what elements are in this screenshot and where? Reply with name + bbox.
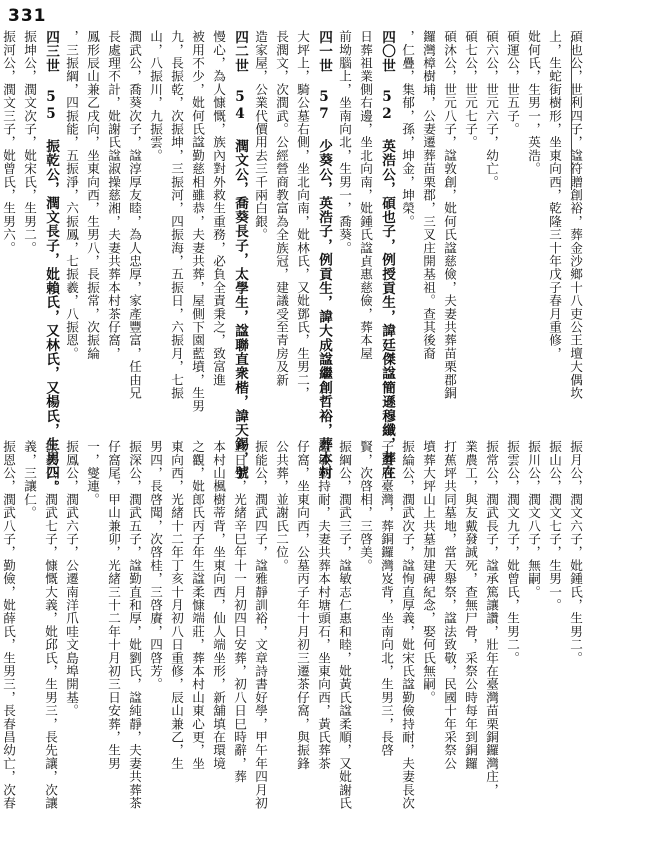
text-column: 振河公，潤文三子，妣曾氏，生男六。 bbox=[1, 30, 16, 255]
text-column: 碩六公，世元六子，幼亡。 bbox=[484, 30, 499, 189]
text-column: 振坤公，潤文次子，妣宋氏，生男二。 bbox=[22, 30, 37, 255]
text-column: 碩沐公，世元八子，諡敦創，妣何氏諡慈儉，夫妻共葬苗栗郡銅 bbox=[442, 30, 457, 400]
text-column: 公共葬，並謝氏二位。 bbox=[274, 440, 289, 572]
text-column: 業農工，與友戴發誠死，查無尸骨，采祭公時每年到銅鑼 bbox=[463, 440, 478, 770]
text-column: 之觀，妣郎氏丙子年生諡柔慷端莊，葬本村山東心更，坐 bbox=[190, 440, 205, 770]
text-column: 潤武公，喬葵次子，諡淳厚友睦，為人忠厚，家產豐富，任由兄 bbox=[127, 30, 142, 400]
text-column: 長處理不計，妣謝氏諡淑操慈湘，夫妻共葬本村茶仔窩， bbox=[106, 30, 121, 360]
text-column: 仔窩尾，甲山兼卯，光緒三十二年十月初三日安葬，生男 bbox=[106, 440, 121, 770]
text-column: 振川公，潤文八子，無嗣。 bbox=[526, 440, 541, 599]
text-column: 鳳形辰山兼乙戌向，坐東向西，生男八，長振常，次振綸 bbox=[85, 30, 100, 360]
text-column: 諡敏勤持耐，夫妻共葬本村塘頭石，坐東向西，黃氏葬茶 bbox=[316, 440, 331, 770]
generation-heading-column: 四〇世 52 英浩公，碩也子，例授貢生，諱廷傑諡簡遜穆纖，葬在 bbox=[379, 30, 395, 480]
text-column: 碩七公，世元七子。 bbox=[463, 30, 478, 149]
text-column: 長潤文，次潤武。公經營商教富為全族冠，建議受至青房及新 bbox=[274, 30, 289, 387]
text-column: 碩也公，世利四子，諡符贈創裕，葬金沙鄉十八吏公王壇大偶坎 bbox=[568, 30, 583, 400]
text-column: 振能公，潤武四子，諡雅靜訓裕，文章詩書好學，甲午年四月初 bbox=[253, 440, 268, 810]
text-column: 墳葬大坪山上共墓加建碑紀念，娶何氏無嗣。 bbox=[421, 440, 436, 704]
text-column: 振綸公，潤武次子，諡恂直厚義，妣宋氏諡勤儉持耐，夫妻長次 bbox=[400, 440, 415, 810]
text-column: 被用不少，妣何氏諡勤慈相雖恭，夫妻共葬，屋側下園藍墳，生男 bbox=[190, 30, 205, 413]
text-column: 義，三讓仁。 bbox=[22, 440, 37, 520]
text-column: 碩運公，世五子。 bbox=[505, 30, 520, 136]
text-column: 男四，長啓聞，次啓桂，三啓賡，四啓芳。 bbox=[148, 440, 163, 691]
text-column: 振恩公，潤武八子，勤儉，妣薛氏，生男三，長春昌幼亡，次春 bbox=[1, 440, 16, 810]
text-column: 一，燮連。 bbox=[85, 440, 100, 506]
text-column: 子遷居臺灣，葬銅鑼灣岌背，坐南向北，生男三，長啓 bbox=[379, 440, 394, 757]
text-column: 振山公，潤文七子，生男一。 bbox=[547, 440, 562, 612]
text-column: 仔窩，坐東向西，公墓丙子年十月初三遷茶仔窩，與振鋒 bbox=[295, 440, 310, 770]
text-column: 鑼灣樟樹埔，公妻遷葬苗栗郡，三叉庄開基祖。查其後裔 bbox=[421, 30, 436, 360]
text-column: 東向西，光緒十二年丁亥十月初八日重修，辰山兼乙，生 bbox=[169, 440, 184, 770]
text-column: 賢，次啓相，三啓美。 bbox=[358, 440, 373, 572]
text-column: 妣何氏，生男一，英浩。 bbox=[526, 30, 541, 176]
text-column: 日葬祖業側右邊，坐北向南，妣鍾氏諡貞惠慈儉，葬本屋 bbox=[358, 30, 373, 360]
text-column: 山，八振川，九振雲。 bbox=[148, 30, 163, 162]
generation-heading-column: 四二世 54 潤文公，喬葵長子，太學生，諡聯直衆楷，諱天錫，號 bbox=[232, 30, 248, 480]
text-column: 上，生蛇街樹形，坐東向西，乾隆三十年戊子春月重修， bbox=[547, 30, 562, 360]
text-column: 振綱公，潤武三子，諡敏志仁惠和睦，妣黃氏諡柔順，又妣謝氏 bbox=[337, 440, 352, 810]
text-column: ，三振綱，四振能，五振淨，六振鳳，七振羲，八振恩。 bbox=[64, 30, 79, 360]
text-column: 前坳腦上，坐南向北，生男一，喬葵。 bbox=[337, 30, 352, 255]
text-column: 振月公，潤文六子，妣鍾氏，生男二。 bbox=[568, 440, 583, 665]
text-column: 振鳳公，潤武六子，公遷南洋爪哇文島埠開基。 bbox=[64, 440, 79, 718]
text-column: 振常公，潤武長子，諡承篤讓讚，壯年在臺灣苗栗銅鑼灣庄， bbox=[484, 440, 499, 797]
text-column: 大坪上，騎公墓右側，坐北向南，妣林氏，又妣鄧氏，生男二， bbox=[295, 30, 310, 400]
text-column: 打蕉坪共同墓地，當天舉祭，諡法致敬，民國十年采祭公 bbox=[442, 440, 457, 770]
text-column: 造家屋，公業代價用去三千兩白銀。 bbox=[253, 30, 268, 242]
generation-heading-column: 四一世 57 少葵公，英浩子，例貢生，諱大成諡繼創哲裕，葬本村 bbox=[316, 30, 332, 480]
text-column: 五日生，光緒辛巳年十一月初四日安葬，初八日巳時辭，葬 bbox=[232, 440, 247, 784]
text-column: 振深公，潤武五子，諡勤直和厚，妣劉氏，諡純靜，夫妻共葬茶 bbox=[127, 440, 142, 810]
text-column: ，仁疊，集郁，孫，坤金，坤榮。 bbox=[400, 30, 415, 228]
bottom-text-block bbox=[1, 440, 585, 840]
generation-rule bbox=[571, 40, 572, 190]
text-column: 本村山楓樹蒂背，坐東向西，仙人端坐形，新舖填在環境 bbox=[211, 440, 226, 770]
page-number: 331 bbox=[8, 6, 47, 26]
generation-heading-column: 四三世 55 振乾公，潤文長子，妣賴氏，又林氏，又楊氏，生男四。 bbox=[43, 30, 59, 494]
text-column: 慢心，為人慷慨，族內對外救生重務，必負全責秉之，致富進 bbox=[211, 30, 226, 387]
text-column: 九，長振乾，次振坤，三振河，四振海，五振日，六振月，七振 bbox=[169, 30, 184, 400]
text-column: 振羲公，潤武七子，慷慨大義，妣邱氏，生男三，長先讓，次讓 bbox=[43, 440, 58, 810]
text-column: 振雲公，潤文九子，妣曾氏，生男二。 bbox=[505, 440, 520, 665]
